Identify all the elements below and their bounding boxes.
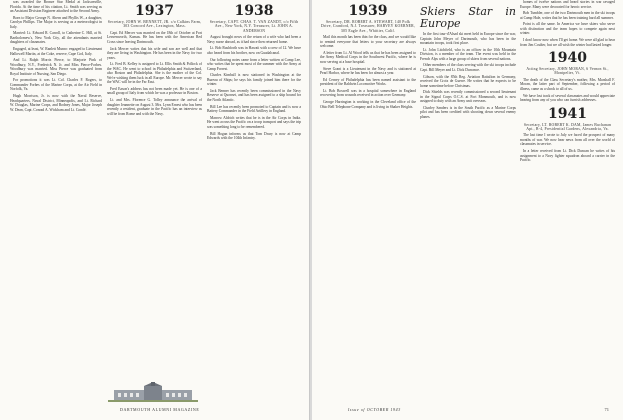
paragraph: The death of the Class Secretary's mother, Mrs. Marshall F. Moran, the latter part of September, following a period of illness, came as a shock to all of us. [520, 77, 615, 91]
paragraph: Lt. Bob Boswell was in a hospital somewhere in England recovering from wounds received in action over Germany. [320, 88, 416, 98]
paragraph: Lt. John Litchfield, who is an officer in the 10th Mountain Division, is a member of the team. The event was held in the French Alps with a large group of skiers from several nations. [420, 47, 516, 61]
paragraph: Born to Major George N. Ahern and Phyllis W., a daughter, Carolyn Phillips. The Major is serving as a meteorologist in Italy. [10, 15, 102, 29]
paragraph: Steve Grant is a Lieutenant in the Navy and is stationed at Pearl Harbor, where he has been for almost a year. [320, 66, 416, 76]
paragraph: Charles Kimball is now stationed in Washington at the Bureau of Ships; he says his family joined him there for the winter. [207, 73, 301, 87]
paragraph: Capt. Ed Mercer was married on the 18th of October at Fort Leavenworth, Kansas. He has been with the American Red Cross since leaving Dartmouth. [107, 30, 202, 44]
class-year-heading: 1941 [548, 105, 587, 122]
class-year-heading: 1939 [348, 3, 388, 19]
page-number: 71 [604, 407, 609, 412]
left-page [0, 0, 310, 420]
right-column-2 [420, 0, 516, 122]
paragraph: Hugh Morrison, Jr. is now with the Naval Reserve, Headquarters, Naval District, Minneapolis, and Lt. Richard W. Douglas, Marine Corps, and Rodney Jones, Major Joseph W. Dean, Capt. Conrad A. Wickham and Lt. Condé. [10, 94, 102, 112]
paragraph: Lt. and Mrs. Florence G. Tolley announce the arrival of daughter Jeannette on August 3. Mrs. Lynn Ernest who has been recently a resident, graduate in the Pacific has an interview as will be from Rome and with the Navy. [107, 98, 202, 116]
class-year-heading: 1938 [234, 3, 274, 19]
paragraph: Mail this month has been thin for the class, and we would like to remind everyone that letters to your secretary are always welcome. [320, 35, 416, 49]
paragraph: Dick Shields was recently commissioned a second lieutenant in the Signal Corps O.C.S. at Fort Monmouth, and is now assigned to duty with an Army unit overseas. [420, 90, 516, 104]
paragraph: Charley Sanders is in the South Pacific as a Marine Corps pilot and has been credited with shooting down several enemy planes. [420, 105, 516, 119]
paragraph: For promotions it was Lt. Col. Charles F. Rogers, to Commander Forbes of the Marine Corps, at the Air Field in Norfolk, Va. [10, 78, 102, 92]
paragraph: In the first tour-d'Alsad ski meet held in Europe since the war, Captain John Meyer of Dartmouth, who has been in the mountain troops, took first place. [420, 32, 516, 45]
class-year-heading: 1937 [135, 3, 174, 19]
class-secretary: Secretary, JOHN W. BENNETT, JR. c/o Calkins Farm, 303 Concord Ave., Lexington, Mass. [107, 20, 202, 29]
paragraph: Other members of the class serving with the ski troops include Capt. Bill Meyer and Lt. Dick Durrance. [420, 63, 516, 72]
paragraph: Ed Cerney of Philadelphia has been named assistant to the president of the Baldwin Locomotive Works. [320, 77, 416, 87]
right-column-3 [520, 0, 615, 165]
class-year-heading: 1940 [548, 50, 587, 67]
paragraph: A letter from Lt. Al Wood tells us that he has been assigned to the Army Medical Corps in the Southwest Pacific, where he is now serving at a base hospital. [320, 50, 416, 64]
paragraph: Engaged, at least, W. Ranlett Munro: engaged to Lieutenant Hallowell Martin, at the Coke, reserve, Cape Cod, Italy. [10, 47, 102, 56]
issue-date-footer: Issue of OCTOBER 1943 [348, 407, 401, 412]
paragraph: Marrow Aldrich writes that he is in the Air Corps in India. He went across the Pacific on a troop transport and says the trip was something long to be remembered. [207, 115, 302, 129]
magazine-name-footer: DARTMOUTH ALUMNI MAGAZINE [120, 407, 200, 412]
paragraph: was awarded the Bronze Star Medal at Jacksonville, Florida. At the time of his citation, Lt. Smith was serving as an Assistant Division Engineer attached to the Second Army. [10, 0, 102, 13]
class-secretary: Secretary, LT. ROBERT K. DAM, James Buchanan Apt., B-4, Presidential Gardens, Alexandria, Va. [523, 122, 612, 131]
paragraph: August brought news of the return of a wife who had been a Navy nurse abroad, as it had since then returned home. [207, 35, 301, 44]
paragraph: We have lost track of several classmates and would appreciate hearing from any of you who can furnish addresses. [520, 93, 615, 103]
class-secretary: Secretary, CAPT. CHAS. T. VAN ZANDT, c/o Fifth Ave., New York, N.Y. Treasurer, Lt. JOHN A. ANDERSON [209, 20, 299, 33]
paragraph: Jack Benner has recently been commissioned in the Navy Reserve at Quonset, and has been assigned to a ship bound for the North Atlantic. [207, 88, 301, 102]
paragraph: Lt. Bob Rushforth was in Hawaii with a crew of 12. We have also heard from his brother, now on Guadalcanal. [207, 46, 301, 55]
class-secretary: Acting Secretary, JOHN MORAN, 6 Vernon St., Montpelier, Vt. [526, 67, 609, 76]
paragraph: In a letter received from Lt. Dick Duncan he writes of his assignment to a Navy fighter squadron aboard a carrier in the Pacific. [520, 149, 615, 163]
paragraph: And Lt. Ralph Morris Pierce, to Marjorie Pink of Woodbury, N.Y., Frederick N. Jr. and Miss Pierce-Forbes. Woodbury was married. Miss Pierce was graduated from Royal Institute of Nursing, San Diego. [10, 58, 102, 76]
paragraph: Married: Lt. Edward R. Carroll, to Catherine C. Hill, at St. Bartholomew's, New York City, all the attendants married daughters of classmates. [10, 31, 102, 45]
paragraph: homes of twelve nations and heard stories in war ravaged Europe. Many were decorated for heroic service. [520, 0, 615, 9]
paragraph: I don't know now when I'll get home. We were all glad to hear from Jim Coulter, but we all wish the winter had lasted longer. [520, 38, 615, 47]
right-column-1 [320, 0, 416, 111]
paragraph: Fred Eason's address has not been made yet. He is one of a small group of Italy from which he was a professor in Boston. [107, 86, 202, 96]
paragraph: George Harrington is working in the Cleveland office of the Ohio Bell Telephone Company and is living in Shaker Heights. [320, 100, 416, 109]
left-column-1 [10, 0, 102, 114]
left-column-2 [107, 0, 202, 118]
paragraph: Gibson, with the 85th Reg. Aviation Battalion in Germany, received the Croix de Guerre. He writes that he expects to be home sometime before Christmas. [420, 74, 516, 88]
paragraph: Bill Hogan informs us that Tom Drury is now at Camp Edwards with the 104th Infantry. [207, 131, 301, 141]
class-secretary: Secretary, DR. ROBERT A. STEWART, 140 Polk Drive, Cranford, N.J. Treasurer, HARVEY KOERNER, 305 Eagle Ave., Whittier, Calif. [320, 20, 416, 33]
paragraph: Point is all the same. In America we have skiers who serve with distinction and the team hopes to compete again next winter. [520, 22, 615, 36]
paragraph: The last time I wrote to July we faced the prospect of many months of war. We now hear news from all over the world of classmates in service. [520, 133, 615, 147]
dartmouth-hall-logo-icon [108, 382, 198, 402]
paragraph: Lt. Fred B. Kelley is assigned to Lt. Ellis Smith & Pollock of the WAC. He went to school in Philadelphia and Switzerland, also Boston and Philadelphia. She is the mother of the Col. We're wishing them luck in all Europe. Mr. Mercer wrote to say the WAC will be in the Far East. [107, 62, 202, 85]
article-heading: Skiers Star in Europe [420, 5, 516, 30]
right-page [312, 0, 623, 420]
paragraph: Bob Tumbler, one of the two Dartmouth men in the ski troops at Camp Hale, writes that he has been training hard all summer. [520, 11, 615, 20]
paragraph: Jack Mercer writes that his wife and son are well and that they are living in Washington. He has been in the Navy for two years. [107, 46, 202, 60]
paragraph: Bill Lee has recently been promoted to Captain and is now a Battery Commander in the Field Artillery in England. [207, 104, 301, 114]
paragraph: Our following notes came from a letter written at Camp Lee, who writes that he spent most of the summer with the Army at Camp Forrest. [207, 57, 301, 71]
left-column-3 [207, 0, 301, 143]
